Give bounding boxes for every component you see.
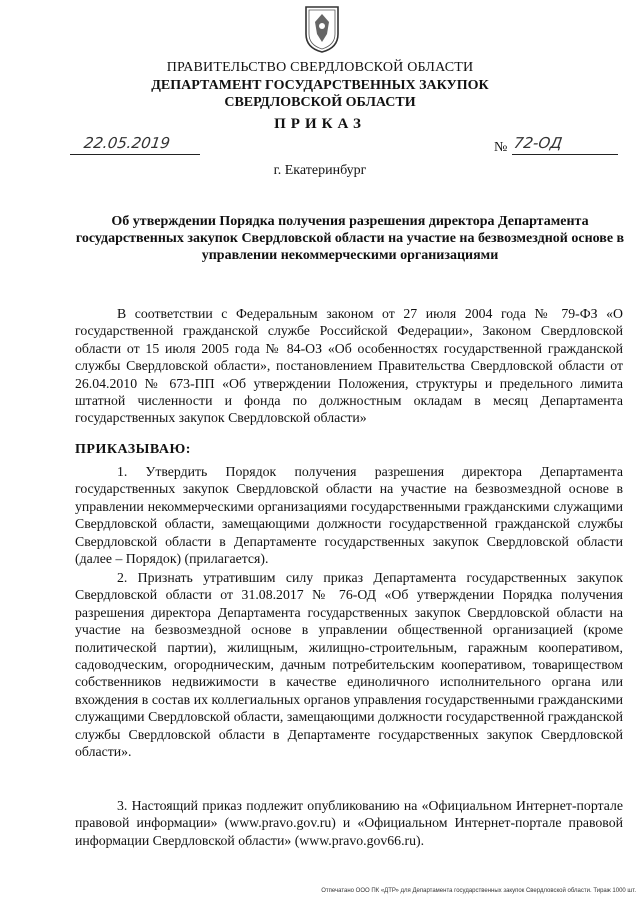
order-number: 72-ОД: [512, 134, 564, 152]
order-title: Об утверждении Порядка получения разрешения директора Департамента государственных закупок Свердловской области на участие на безвозмездной основе в управлении некоммерческими организациями: [75, 214, 625, 263]
department-name-line1: ДЕПАРТАМЕНТ ГОСУДАРСТВЕННЫХ ЗАКУПОК: [151, 78, 489, 93]
preamble-paragraph: В соответствии с Федеральным законом от 27 июля 2004 года № 79-ФЗ «О государственной гражданской службе Российской Федерации», Законом Свердловской области от 15 июля 2005 года № 84-ОЗ «Об особенностях государственной гражданской службы Свердловской области», постановлением Правительства Свердловской области от 26.04.2010 № 673-ПП «Об утверждении Положения, структуры и предельного лимита штатной численности и фонда по должностным окладам в месяц Департамента государственных закупок Свердловской области»: [75, 306, 623, 426]
number-sign: №: [494, 140, 508, 155]
coat-of-arms-icon: [303, 4, 341, 54]
city: г. Екатеринбург: [273, 163, 367, 178]
order-word: ПРИКАЗЫВАЮ:: [75, 442, 191, 457]
number-underline: [512, 154, 618, 155]
order-item-1: 1. Утвердить Порядок получения разрешения директора Департамента государственных закупок Свердловской области на участие на безвозмездной основе в управлении некоммерческими организациями государственными гражданскими служащими Свердловской области, замещающими должности государственной гражданской службы Свердловской области в Департаменте государственных закупок Свердловской области (далее – Порядок) (прилагается).: [75, 464, 623, 567]
date-underline: [70, 154, 200, 155]
order-item-3: 3. Настоящий приказ подлежит опубликованию на «Официальном Интернет-портале правовой информации» (www.pravo.gov.ru) и «Официальном Интернет-портале правовой информации Свердловской области» (www.pravo.gov66.ru).: [75, 798, 623, 848]
order-date: 22.05.2019: [82, 134, 172, 152]
order-item-2: 2. Признать утратившим силу приказ Департамента государственных закупок Свердловской области от 31.08.2017 № 76-ОД «Об утверждении Порядка получения разрешения директора Департамента государственных закупок Свердловской области на участие на безвозмездной основе в управлении общественной организацией (кроме политической партии), жилищным, жилищно-строительным, гаражным кооперативом, садоводческим, огородническим, дачным потребительским кооперативом, товариществом собственников недвижимости в качестве единоличного исполнительного органа или вхождения в состав их коллегиальных органов управления государственными гражданскими служащими Свердловской области, замещающими должности государственной гражданской службы Свердловской области в Департаменте государственных закупок Свердловской области».: [75, 570, 623, 760]
document-type: ПРИКАЗ: [274, 116, 366, 132]
government-name: ПРАВИТЕЛЬСТВО СВЕРДЛОВСКОЙ ОБЛАСТИ: [166, 60, 474, 75]
print-footer: Отпечатано ООО ПК «ДТР» для Департамента государственных закупок Свердловской области. Тираж 1000 шт.: [321, 888, 636, 894]
department-name-line2: СВЕРДЛОВСКОЙ ОБЛАСТИ: [224, 95, 416, 110]
